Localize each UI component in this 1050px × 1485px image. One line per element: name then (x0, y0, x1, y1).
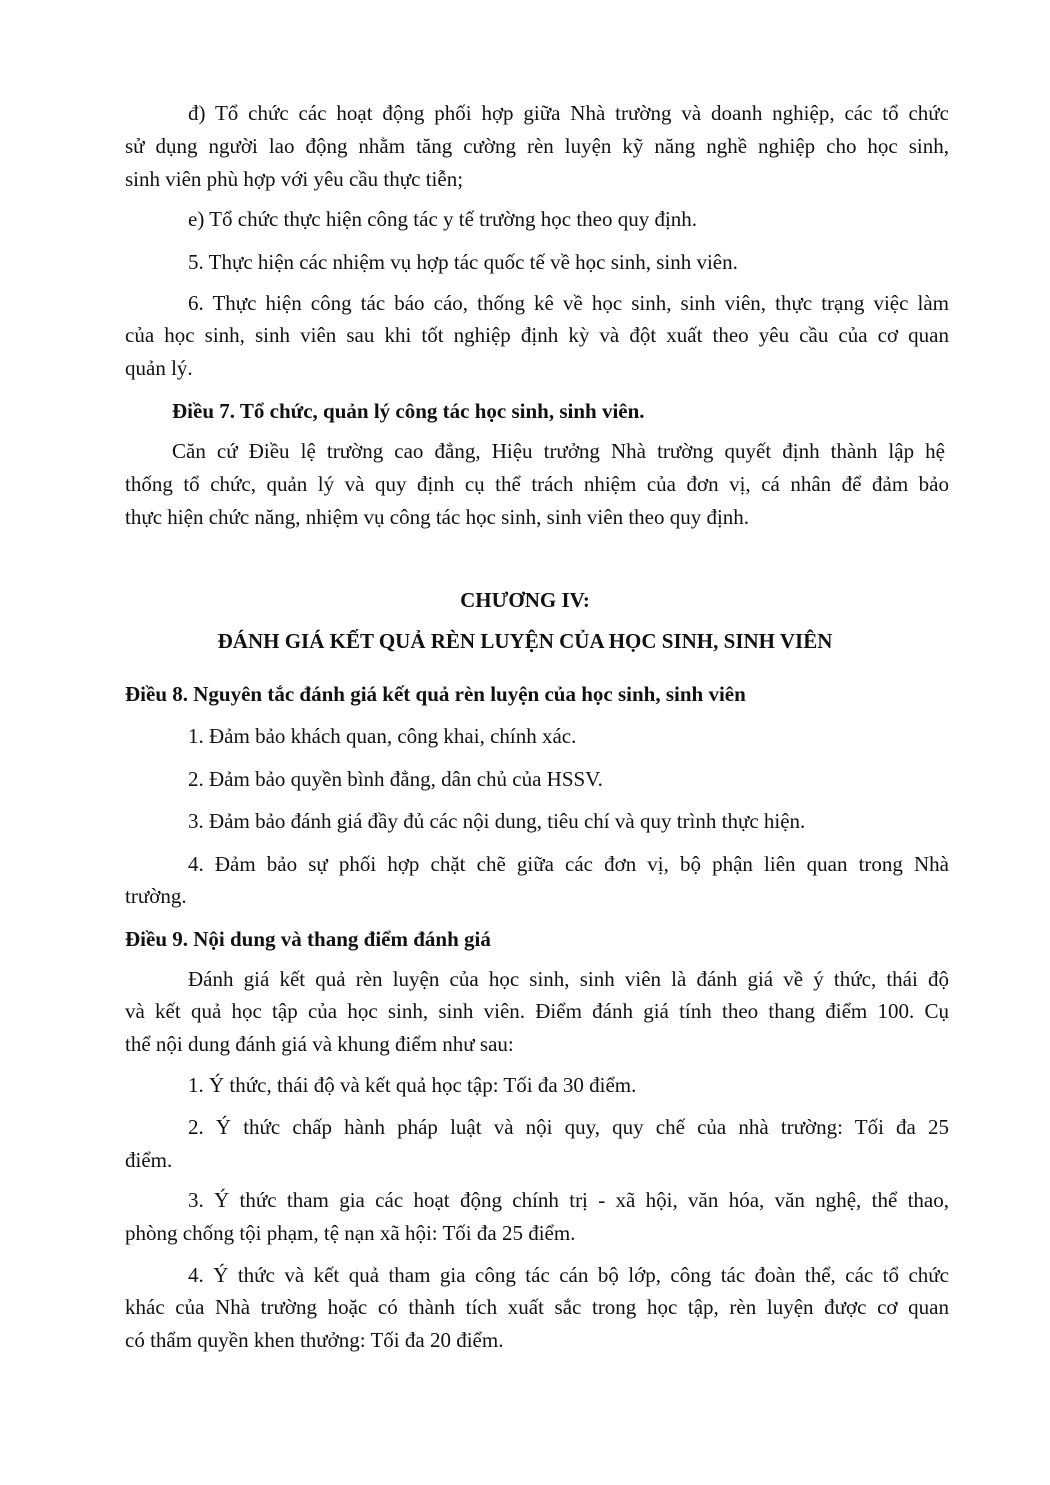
list-item: khác của Nhà trường hoặc có thành tích xuất sắc trong học tập, rèn luyện được cơ quan (125, 1295, 949, 1319)
paragraph-line: Căn cứ Điều lệ trường cao đẳng, Hiệu trưởng Nhà trường quyết định thành lập hệ (172, 439, 945, 463)
paragraph-line: của học sinh, sinh viên sau khi tốt nghiệp định kỳ và đột xuất theo yêu cầu của cơ quan (125, 323, 949, 347)
list-item: phòng chống tội phạm, tệ nạn xã hội: Tối đa 25 điểm. (125, 1221, 576, 1245)
paragraph-line: 5. Thực hiện các nhiệm vụ hợp tác quốc tế về học sinh, sinh viên. (188, 250, 738, 274)
list-item: 2. Đảm bảo quyền bình đẳng, dân chủ của HSSV. (188, 767, 603, 791)
list-item: 4. Đảm bảo sự phối hợp chặt chẽ giữa các đơn vị, bộ phận liên quan trong Nhà (188, 852, 949, 876)
article-heading: Điều 8. Nguyên tắc đánh giá kết quả rèn luyện của học sinh, sinh viên (125, 682, 746, 706)
chapter-subtitle: ĐÁNH GIÁ KẾT QUẢ RÈN LUYỆN CỦA HỌC SINH, SINH VIÊN (217, 629, 833, 653)
list-item: trường. (125, 884, 187, 908)
paragraph-line: e) Tổ chức thực hiện công tác y tế trường học theo quy định. (188, 207, 698, 231)
paragraph-line: thực hiện chức năng, nhiệm vụ công tác học sinh, sinh viên theo quy định. (125, 505, 750, 529)
list-item: có thẩm quyền khen thưởng: Tối đa 20 điểm. (125, 1328, 504, 1352)
article-heading: Điều 9. Nội dung và thang điểm đánh giá (125, 927, 491, 951)
paragraph-line: đ) Tổ chức các hoạt động phối hợp giữa Nhà trường và doanh nghiệp, các tổ chức (188, 101, 949, 125)
article-heading: Điều 7. Tổ chức, quản lý công tác học sinh, sinh viên. (172, 399, 645, 423)
paragraph-line: quản lý. (125, 356, 193, 380)
list-item: 3. Đảm bảo đánh giá đầy đủ các nội dung, tiêu chí và quy trình thực hiện. (188, 809, 806, 833)
paragraph-line: sử dụng người lao động nhằm tăng cường rèn luyện kỹ năng nghề nghiệp cho học sinh, (125, 134, 949, 158)
list-item: 3. Ý thức tham gia các hoạt động chính trị - xã hội, văn hóa, văn nghệ, thể thao, (188, 1188, 949, 1212)
paragraph-line: Đánh giá kết quả rèn luyện của học sinh, sinh viên là đánh giá về ý thức, thái độ (188, 967, 949, 991)
paragraph-line: thể nội dung đánh giá và khung điểm như sau: (125, 1032, 514, 1056)
paragraph-line: thống tổ chức, quản lý và quy định cụ thể trách nhiệm của đơn vị, cá nhân để đảm bảo (125, 472, 949, 496)
list-item: 2. Ý thức chấp hành pháp luật và nội quy, quy chế của nhà trường: Tối đa 25 (188, 1115, 949, 1139)
paragraph-line: 6. Thực hiện công tác báo cáo, thống kê về học sinh, sinh viên, thực trạng việc làm (188, 291, 949, 315)
list-item: điểm. (125, 1148, 173, 1172)
paragraph-line: sinh viên phù hợp với yêu cầu thực tiễn; (125, 167, 464, 191)
chapter-title: CHƯƠNG IV: (460, 588, 590, 612)
list-item: 1. Ý thức, thái độ và kết quả học tập: Tối đa 30 điểm. (188, 1073, 637, 1097)
paragraph-line: và kết quả học tập của học sinh, sinh viên. Điểm đánh giá tính theo thang điểm 100. Cụ (125, 999, 949, 1023)
list-item: 1. Đảm bảo khách quan, công khai, chính xác. (188, 724, 577, 748)
list-item: 4. Ý thức và kết quả tham gia công tác cán bộ lớp, công tác đoàn thể, các tổ chức (188, 1263, 949, 1287)
